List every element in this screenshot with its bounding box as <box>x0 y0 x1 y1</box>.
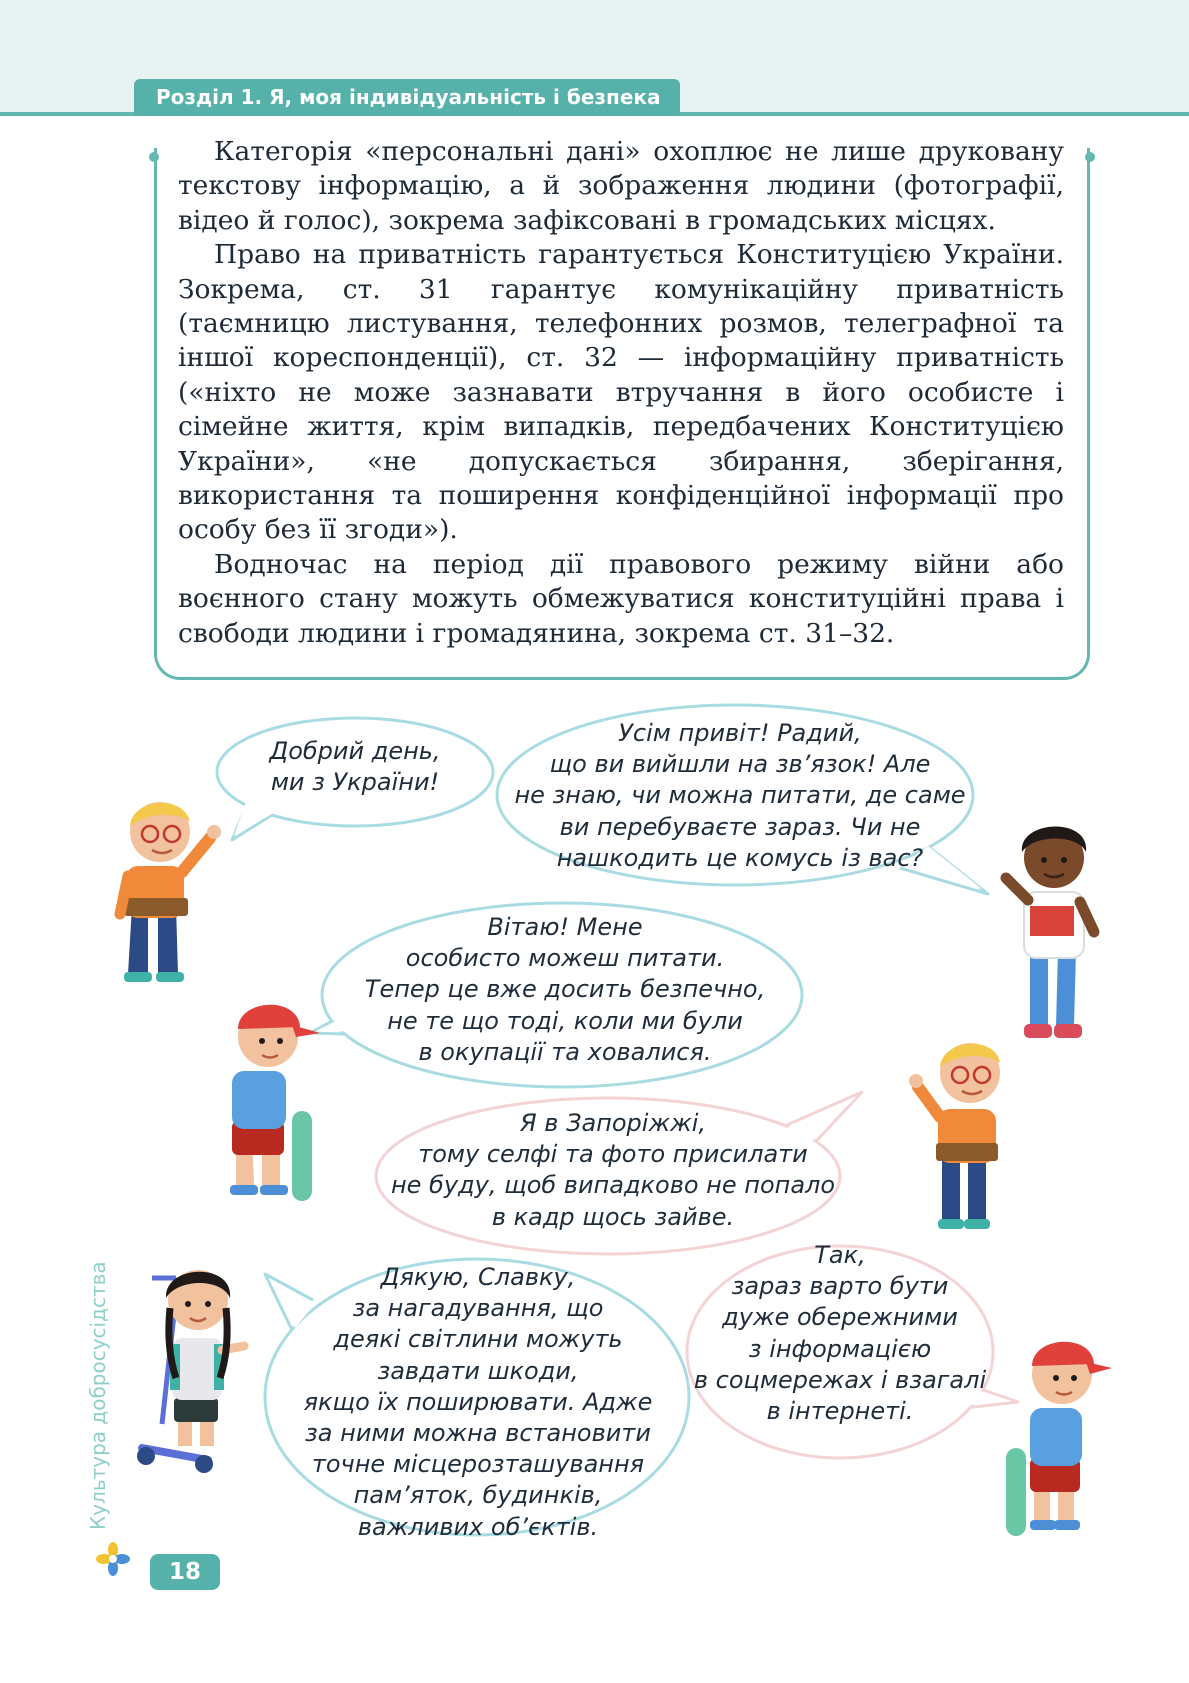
bubble-line: дуже обережними <box>722 1303 958 1332</box>
bubble-line: Дякую, Славку, <box>380 1263 576 1291</box>
bubble-2-text <box>500 718 980 874</box>
info-box-dot-right <box>1085 152 1095 162</box>
girl-with-scooter-illustration <box>138 1248 268 1478</box>
bubble-line: особисто можеш питати. <box>405 944 725 973</box>
bubble-1-text <box>240 736 470 798</box>
boy-with-cap-illustration <box>222 985 352 1205</box>
bubble-line: в інтернеті. <box>766 1397 914 1426</box>
bubble-5-text <box>278 1262 678 1543</box>
bubble-line: Я в Запоріжжі, <box>520 1109 706 1137</box>
bubble-line: в кадр щось зайве. <box>491 1202 735 1231</box>
bubble-line: з інформацією <box>748 1334 932 1363</box>
bubble-line: Вітаю! Мене <box>487 913 643 941</box>
bubble-line: Усім привіт! Радий, <box>618 719 862 747</box>
paragraph-2: Право на приватність гарантується Конституцією України. Зокрема, ст. 31 гарантує комунікаційну приватність (таємницю листування, телефонних розмов, телеграфної та іншої кореспонденції), ст. 32 — інформаційну приватність («ніхто не може зазнавати втручання в його особисте і сімейне життя, крім випадків, передбачених Конституцією України», «не допускається збирання, зберігання, використання та поширення конфіденційної інформації про особу без її згоди»). <box>178 239 1064 546</box>
bubble-line: не буду, щоб випадково не попало <box>390 1171 836 1200</box>
bubble-line: за нагадування, що <box>352 1294 604 1323</box>
bubble-line: зараз варто бути <box>731 1272 949 1301</box>
bubble-line: точне місцерозташування <box>311 1450 645 1479</box>
paragraph-1: Категорія «персональні дані» охоплює не лише друковану текстову інформацію, а й зображення людини (фотографії, відео й голос), зокрема зафіксовані в громадських місцях. <box>178 136 1064 236</box>
bubble-line: Так, <box>814 1241 866 1269</box>
bubble-line: в окупації та ховалися. <box>418 1037 712 1066</box>
bubble-line: деякі світлини можуть <box>333 1325 623 1354</box>
side-label: Культура добросусідства <box>86 1261 110 1530</box>
bubble-line: пам’яток, будинків, <box>353 1481 603 1510</box>
boy-with-glasses-2-illustration <box>912 1025 1022 1235</box>
bubble-4-text <box>388 1108 838 1233</box>
bubble-line: нашкодить це комусь із вас? <box>556 843 924 872</box>
bubble-line: в соцмережах і взагалі <box>693 1365 987 1394</box>
boy-with-cap-2-illustration <box>1000 1322 1120 1542</box>
bubble-line: що ви вийшли на зв’язок! Але <box>549 750 931 779</box>
bubble-line: не знаю, чи можна питати, де саме <box>514 781 966 810</box>
bubble-line: ви перебуваєте зараз. Чи не <box>559 812 921 841</box>
bubble-line: не те що тоді, коли ми були <box>387 1006 743 1035</box>
paragraph-3: Водночас на період дії правового режиму війни або воєнного стану можуть обмежуватися конституційні права і свободи людини і громадянина, зокрема ст. 31–32. <box>178 548 1064 649</box>
bubble-line: тому селфі та фото присилати <box>418 1140 808 1169</box>
flower-icon <box>96 1542 130 1576</box>
bubble-line: за ними можна встановити <box>305 1419 651 1448</box>
bubble-line: Добрий день, <box>269 737 441 765</box>
bubble-3-text <box>330 912 800 1068</box>
boy-with-glasses-illustration <box>118 786 228 996</box>
info-box-dot-left <box>149 152 159 162</box>
bubble-line: важливих об’єктів. <box>357 1512 599 1541</box>
bubble-6-text <box>690 1240 990 1427</box>
bubble-line: ми з України! <box>270 768 440 797</box>
boy-with-book-illustration <box>1000 800 1110 1050</box>
section-label: Розділ 1. Я, моя індивідуальність і безпека <box>134 79 680 116</box>
bubble-line: Тепер це вже досить безпечно, <box>364 975 766 1004</box>
page-number: 18 <box>150 1554 220 1590</box>
info-box-text <box>178 135 1064 651</box>
bubble-line: завдати шкоди, <box>377 1356 579 1385</box>
bubble-line: якщо їх поширювати. Адже <box>303 1387 653 1416</box>
